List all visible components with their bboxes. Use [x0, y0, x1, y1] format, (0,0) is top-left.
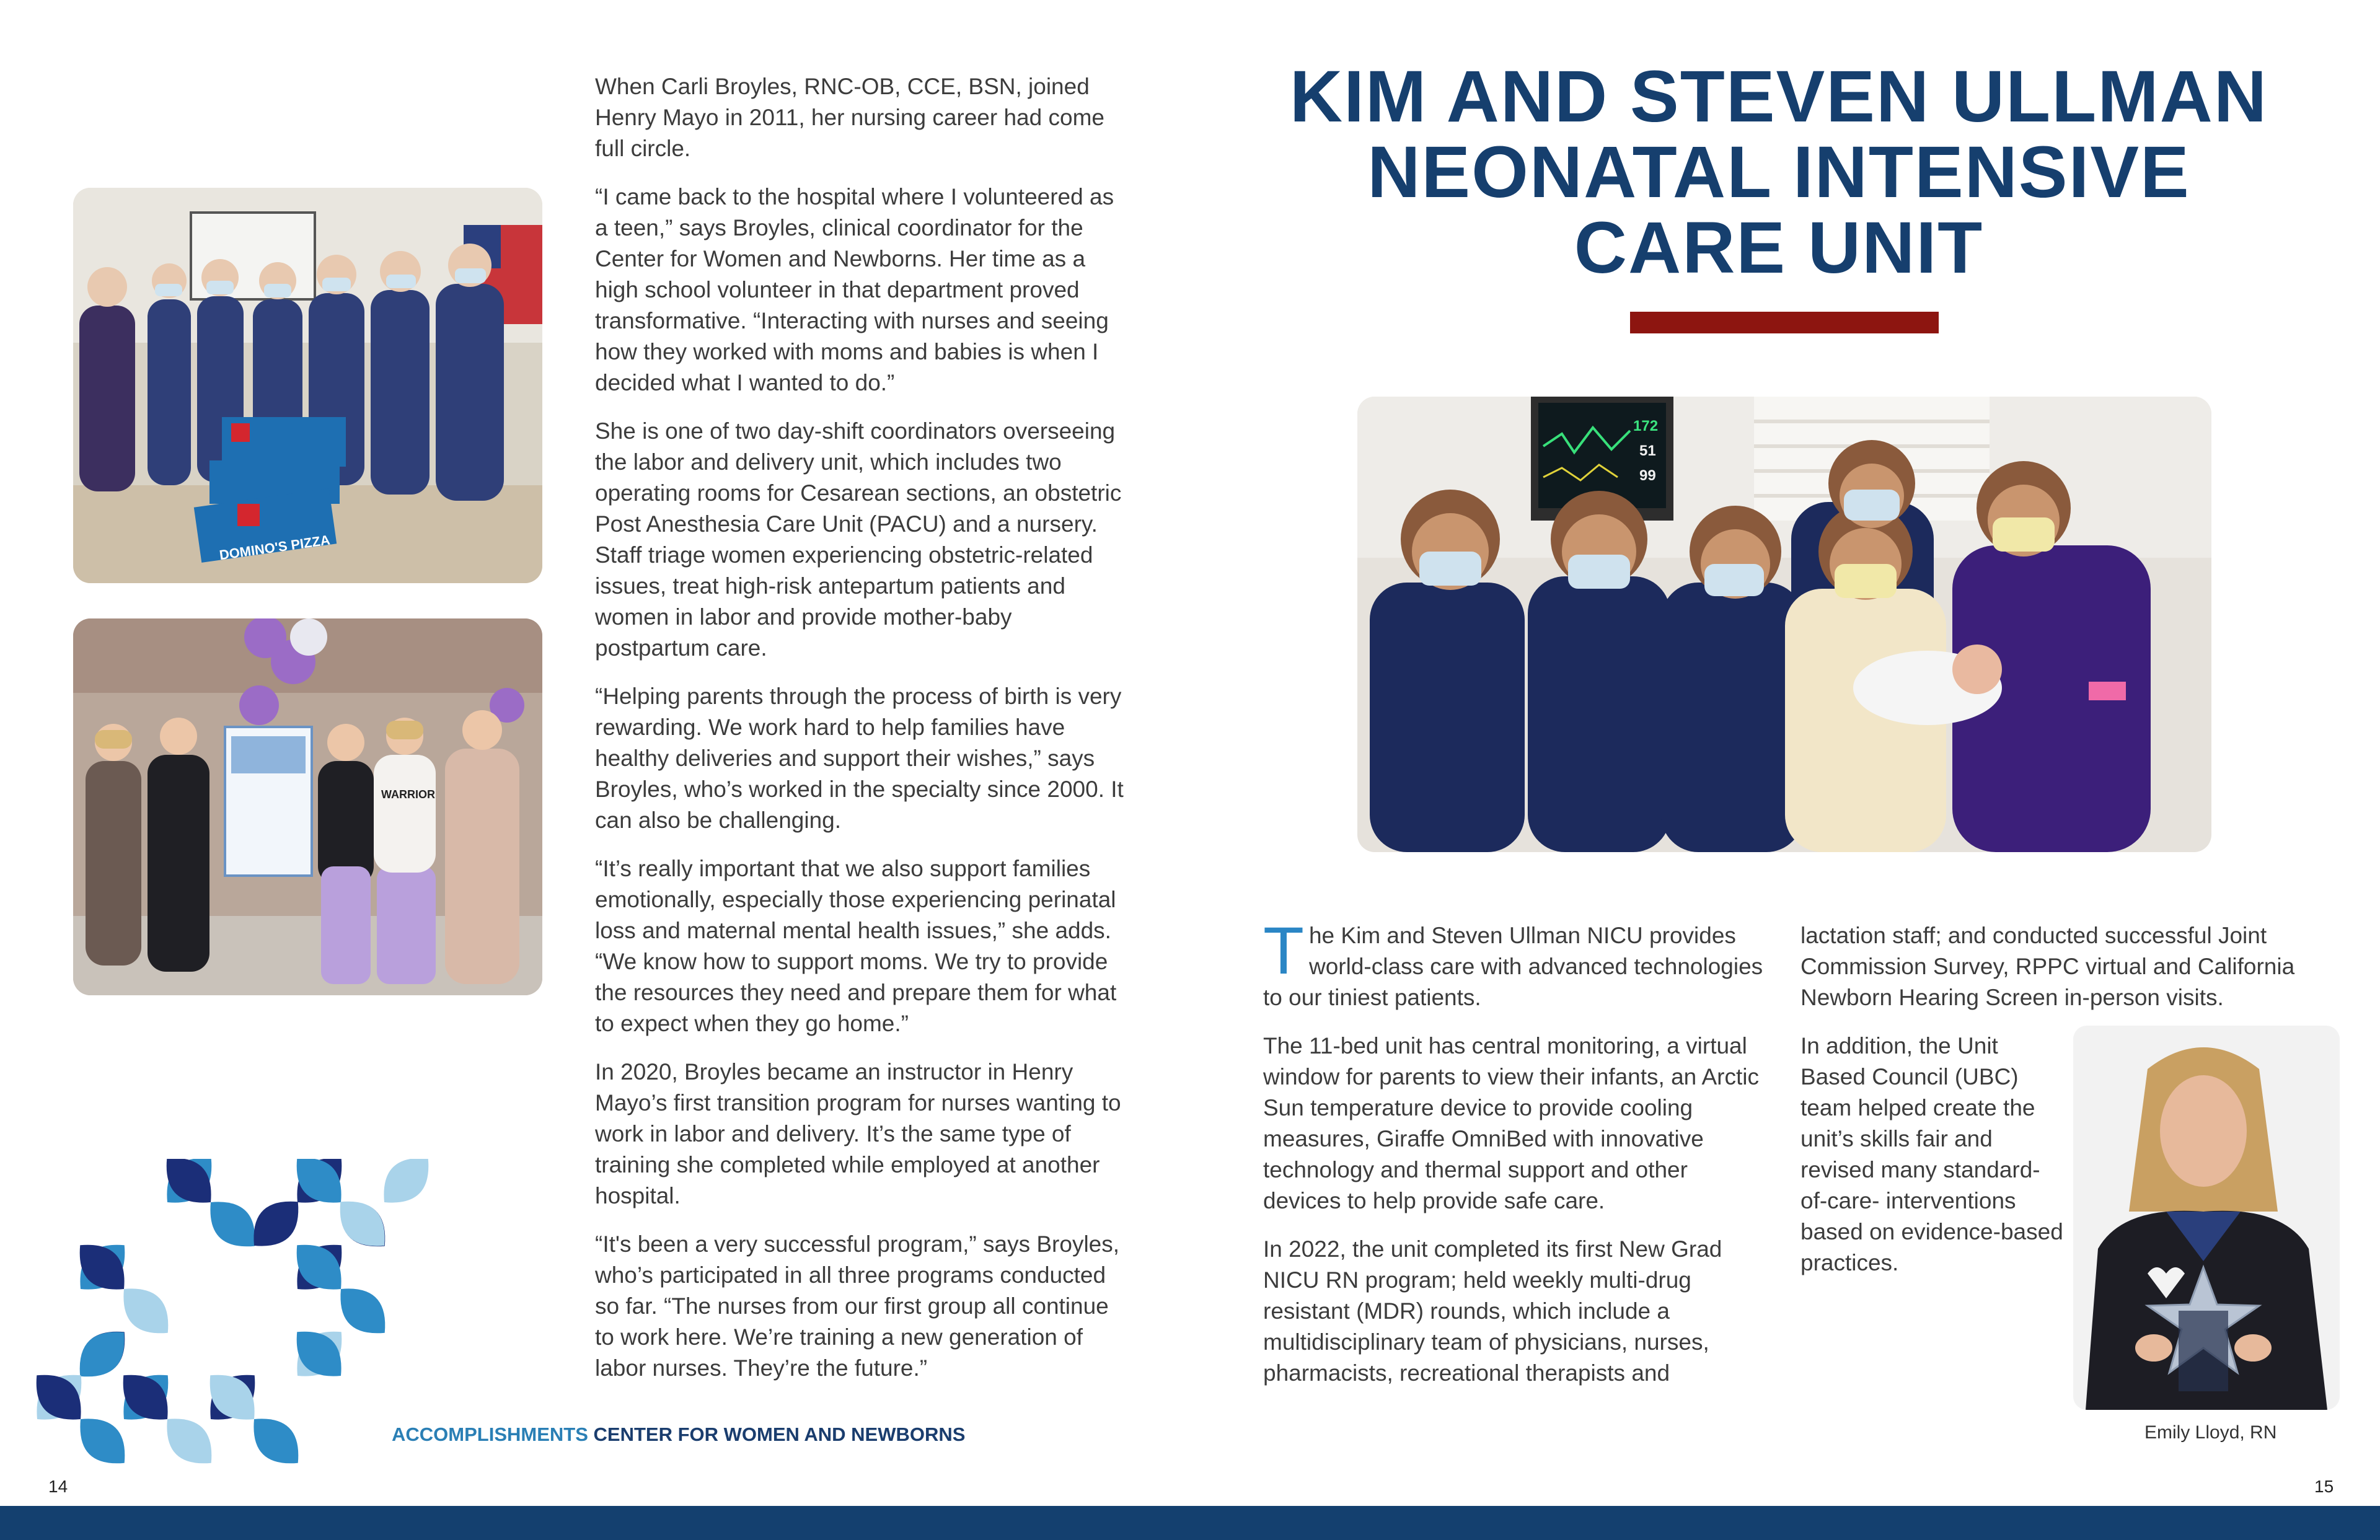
monitor-value: 51: [1639, 442, 1656, 459]
paragraph: “It’s really important that we also support families emotionally, especially those experiencing perinatal loss and maternal mental health issues,” she adds. “We know how to support moms. We try to provide the resources they need and prepare them for what to expect when they go home.”: [595, 856, 1117, 1036]
paragraph: When Carli Broyles, RNC-OB, CCE, BSN, joined Henry Mayo in 2011, her nursing career had come full circle.: [595, 74, 1104, 161]
paragraph: In 2022, the unit completed its first New Grad NICU RN program; held weekly multi-drug resistant (MDR) rounds, which include a multidisciplinary team of physicians, nurses, pharmacists, recreational therapists and: [1263, 1236, 1722, 1386]
monitor-value: 99: [1639, 467, 1656, 484]
pizza-box-label: DOMINO'S PIZZA: [218, 532, 332, 563]
bottom-color-bar: [0, 1506, 2380, 1540]
page-title: [1264, 56, 2293, 289]
title-line: CARE UNIT: [1574, 207, 1984, 289]
paragraph: “I came back to the hospital where I volunteered as a teen,” says Broyles, clinical coordinator for the Center for Women and Newborns. Her time as a high school volunteer in that department proved transformative. “Interacting with nurses and seeing how they worked with moms and babies is when I decided what I wanted to do.”: [595, 184, 1114, 395]
paragraph: She is one of two day-shift coordinators overseeing the labor and delivery unit, which includes two operating rooms for Cesarean sections, an obstetric Post Anesthesia Care Unit (PACU) and a nursery. Staff triage women experiencing obstetric-related issues, treat high-risk antepartum patients and women in labor and provide mother-baby postpartum care.: [595, 418, 1122, 661]
photo-staff-balloons: [73, 618, 542, 995]
page-number-left: 14: [48, 1477, 68, 1496]
paragraph: “Helping parents through the process of birth is very rewarding. We work hard to help families have healthy deliveries and support their wishes,” says Broyles, who’s worked in the specialty since 2000. It can also be challenging.: [595, 684, 1124, 833]
photo-emily-lloyd: [2073, 1026, 2340, 1410]
left-text-column: [595, 71, 1128, 1401]
drop-cap: T: [1263, 913, 1304, 988]
title-line: KIM AND STEVEN ULLMAN: [1289, 56, 2268, 138]
paragraph: In 2020, Broyles became an instructor in Henry Mayo’s first transition program for nurses wanting to work in labor and delivery. It’s the same type of training she completed while employed at another hospital.: [595, 1059, 1121, 1208]
footer-title: CENTER FOR WOMEN AND NEWBORNS: [593, 1423, 966, 1445]
intro-paragraph: [1263, 913, 1771, 1013]
decorative-petal-pattern: [34, 1159, 443, 1481]
page-number-right: 15: [2314, 1477, 2334, 1496]
paragraph: lactation staff; and conducted successful Joint Commission Survey, RPPC virtual and California Newborn Hearing Screen in-person visits.: [1800, 923, 2295, 1010]
paragraph: “It's been a very successful program,” says Broyles, who’s participated in all three programs conducted so far. “The nurses from our first group all continue to work here. We’re training a new generation of labor nurses. They’re the future.”: [595, 1231, 1120, 1381]
photo-caption: Emily Lloyd, RN: [2144, 1422, 2277, 1443]
paragraph: The 11-bed unit has central monitoring, a virtual window for parents to view their infants, an Arctic Sun temperature device to provide cooling measures, Giraffe OmniBed with innovative technology and thermal support and other devices to help provide safe care.: [1263, 1033, 1759, 1213]
footer-running-head: [392, 1423, 965, 1446]
footer-section: ACCOMPLISHMENTS: [392, 1423, 588, 1445]
title-line: NEONATAL INTENSIVE: [1367, 131, 2190, 213]
intro-text: he Kim and Steven Ullman NICU provides world-class care with advanced technologies to our tiniest patients.: [1263, 923, 1763, 1010]
paragraph: In addition, the Unit Based Council (UBC) team helped create the unit’s skills fair and revised many standard-of-care- interventions based on evidence-based practices.: [1800, 1033, 2063, 1275]
photo-staff-pizza: [73, 188, 542, 583]
shirt-text: WARRIOR: [381, 788, 435, 801]
photo-nicu-team: [1357, 397, 2211, 852]
title-accent-bar: [1630, 312, 1939, 333]
right-text-column-1: [1263, 913, 1771, 1406]
monitor-value: 172: [1633, 418, 1659, 434]
